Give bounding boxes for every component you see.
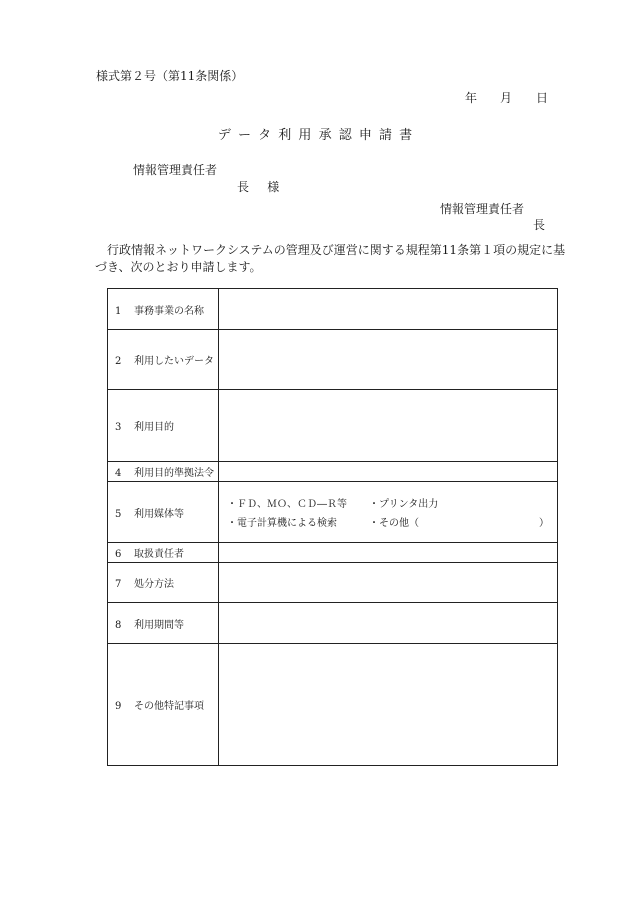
date-month-label: 月 [500,91,513,105]
row-number: 4 [115,468,122,479]
row-label-text: 利用目的 [134,422,174,433]
body-text: 行政情報ネットワークシステムの管理及び運営に関する規程第11条第１項の規定に基づき、次のとおり申請します。 [95,243,566,274]
entry-field-manager[interactable] [219,543,558,563]
row-label [108,644,219,766]
row-label [108,563,219,603]
table-row [108,482,558,543]
row-label-text: 利用したいデータ [134,356,214,367]
date-year-label: 年 [465,91,478,105]
addressee-title: 情報管理責任者 [133,163,218,177]
row-label [108,330,219,390]
media-option-other[interactable]: ・その他（ [369,518,419,529]
form-number: 様式第２号（第11条関係） [96,69,244,83]
media-other-close: ） [539,518,549,529]
row-label-text: 利用目的準拠法令 [134,468,214,479]
row-label [108,482,219,543]
row-label-text: 事務事業の名称 [134,305,204,317]
row-label [108,462,219,482]
media-option-printer[interactable]: ・プリンタ出力 [369,499,439,510]
row-label-text: その他特記事項 [134,701,204,712]
row-number: 1 [115,305,122,317]
entry-field-disposal[interactable] [219,563,558,603]
row-number: 3 [115,422,122,433]
media-row [227,493,549,512]
table-row [108,462,558,482]
entry-field-law[interactable] [219,462,558,482]
media-options-cell [219,482,558,543]
media-row [227,512,549,531]
table-row [108,563,558,603]
row-label [108,603,219,644]
applicant-title: 情報管理責任者 [440,202,525,216]
row-number: 8 [115,619,122,631]
addressee-name: 長 様 [237,180,287,194]
applicant-name: 長 [533,218,546,232]
entry-field-data[interactable] [219,330,558,390]
table-row [108,603,558,644]
entry-field-purpose[interactable] [219,390,558,462]
row-label [108,543,219,563]
row-label-text: 取扱責任者 [134,549,184,560]
entry-field-business-name[interactable] [219,289,558,330]
row-number: 5 [115,508,122,520]
table-row [108,390,558,462]
row-label-text: 利用媒体等 [134,508,184,520]
row-label-text: 処分方法 [134,579,174,590]
row-number: 2 [115,356,122,367]
row-label [108,390,219,462]
date-day-label: 日 [536,91,549,105]
entry-field-notes[interactable] [219,644,558,766]
entry-field-period[interactable] [219,603,558,644]
table-row [108,644,558,766]
media-option-computer[interactable]: ・電子計算機による検索 [227,518,337,529]
document-title: データ利用承認申請書 [217,128,420,143]
row-label-text: 利用期間等 [134,619,184,631]
table-row [108,330,558,390]
media-option-fd[interactable]: ・ＦＤ、ＭＯ、ＣＤ―Ｒ等 [227,499,347,510]
row-number: 7 [115,579,122,590]
application-table [107,288,558,766]
table-row [108,543,558,563]
row-label [108,289,219,330]
table-row [108,289,558,330]
row-number: 9 [115,701,122,712]
row-number: 6 [115,549,122,560]
